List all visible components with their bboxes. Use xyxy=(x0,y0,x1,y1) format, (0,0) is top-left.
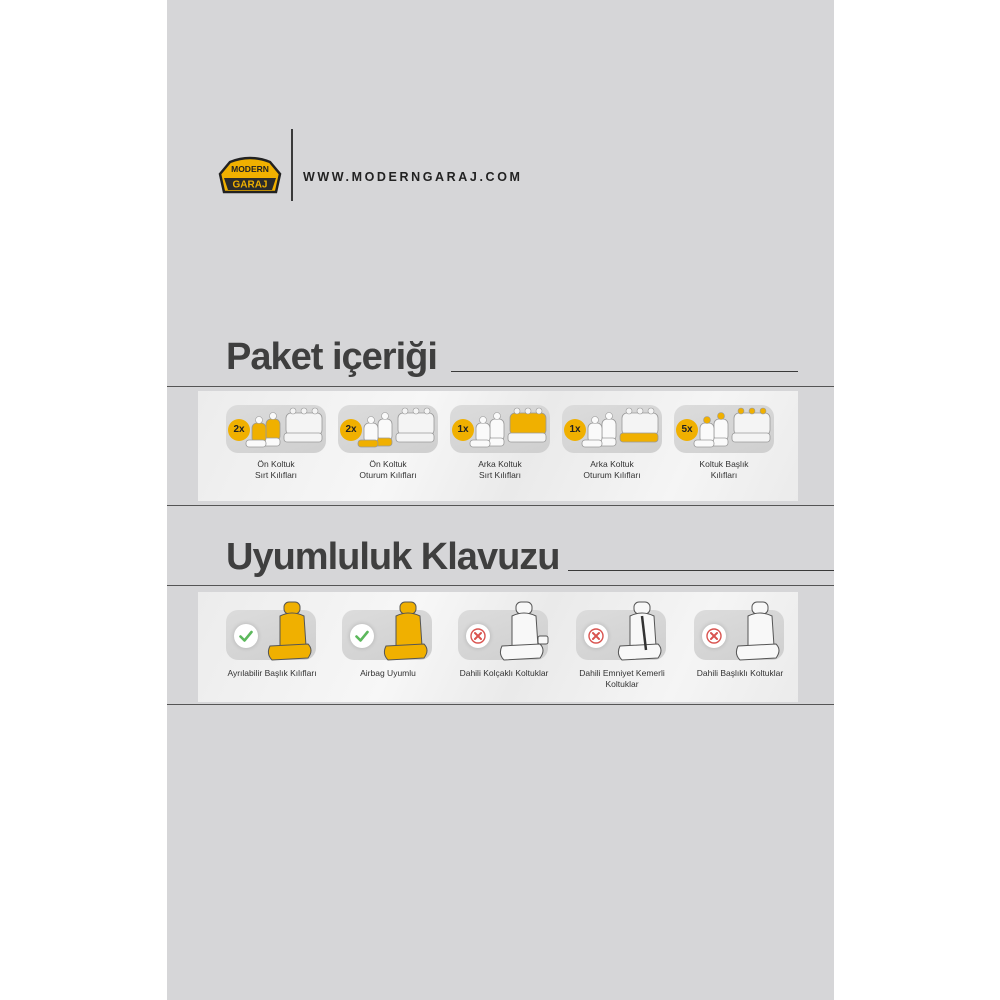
package-item-caption: Arka Koltuk Oturum Kılıfları xyxy=(583,459,641,480)
covered-seat-icon xyxy=(378,598,438,668)
compat-item xyxy=(336,600,446,700)
plain-seat-icon xyxy=(612,598,672,668)
quantity-badge: 1x xyxy=(452,419,474,441)
package-strip xyxy=(198,391,798,501)
covered-seat-icon xyxy=(262,598,322,668)
site-url[interactable]: WWW.MODERNGARAJ.COM xyxy=(303,170,523,184)
compat-bottom-rule xyxy=(167,704,834,705)
check-icon xyxy=(350,624,374,648)
compat-item xyxy=(452,600,562,700)
package-item xyxy=(672,403,776,499)
package-item-caption: Koltuk Başlık Kılıfları xyxy=(699,459,749,480)
package-top-rule xyxy=(167,386,834,387)
compat-title-underline xyxy=(568,570,834,571)
package-bottom-rule xyxy=(167,505,834,506)
compat-item xyxy=(570,600,680,700)
compat-item-caption: Dahili Kolçaklı Koltuklar xyxy=(459,668,549,678)
cross-icon xyxy=(584,624,608,648)
package-item xyxy=(448,403,552,499)
package-title: Paket içeriği xyxy=(226,336,437,378)
compat-item xyxy=(220,600,330,700)
compat-item-caption: Dahili Emniyet Kemerli Koltuklar xyxy=(579,668,665,689)
plain-seat-icon xyxy=(494,598,554,668)
compat-title: Uyumluluk Klavuzu xyxy=(226,536,560,578)
plain-seat-icon xyxy=(730,598,790,668)
package-item xyxy=(224,403,328,499)
quantity-badge: 5x xyxy=(676,419,698,441)
compat-item-caption: Dahili Başlıklı Koltuklar xyxy=(696,668,784,678)
svg-text:GARAJ: GARAJ xyxy=(232,179,268,191)
check-icon xyxy=(234,624,258,648)
quantity-badge: 2x xyxy=(228,419,250,441)
package-item-caption: Ön Koltuk Sırt Kılıfları xyxy=(254,459,298,480)
cross-icon xyxy=(466,624,490,648)
package-item-caption: Ön Koltuk Oturum Kılıfları xyxy=(359,459,417,480)
package-item xyxy=(336,403,440,499)
compat-item xyxy=(688,600,798,700)
svg-text:MODERN: MODERN xyxy=(231,164,269,174)
package-title-underline xyxy=(451,371,798,372)
header-divider xyxy=(291,129,293,201)
package-item-caption: Arka Koltuk Sırt Kılıfları xyxy=(478,459,522,480)
package-item xyxy=(560,403,664,499)
compat-item-caption: Ayrılabilir Başlık Kılıfları xyxy=(227,668,317,678)
compat-strip xyxy=(198,592,798,702)
compat-item-caption: Airbag Uyumlu xyxy=(360,668,416,678)
quantity-badge: 2x xyxy=(340,419,362,441)
compat-top-rule xyxy=(167,585,834,586)
cross-icon xyxy=(702,624,726,648)
quantity-badge: 1x xyxy=(564,419,586,441)
modern-garaj-logo xyxy=(216,152,284,202)
